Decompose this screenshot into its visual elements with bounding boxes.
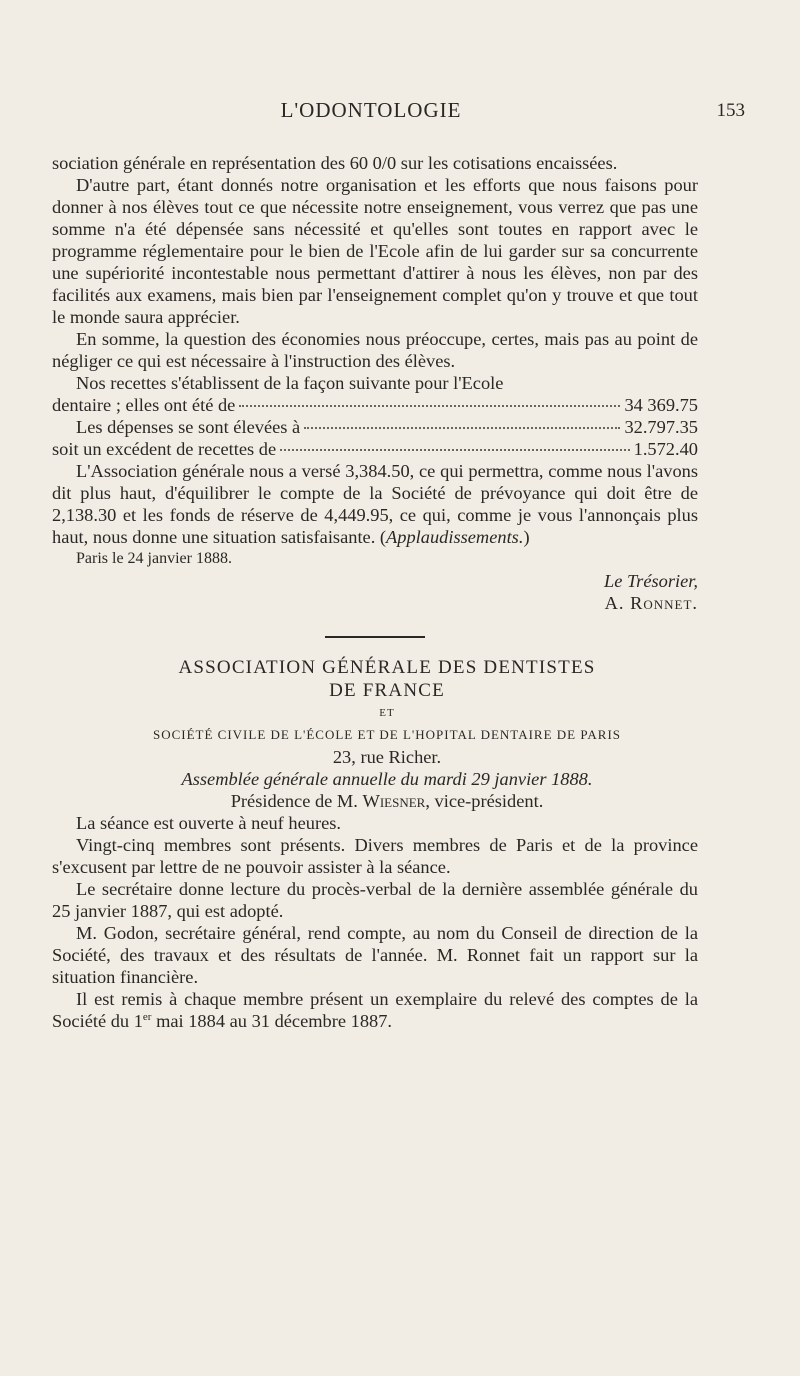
section-title-line1: ASSOCIATION GÉNÉRALE DES DENTISTES [178, 657, 596, 678]
paragraph-receipts-intro: Nos recettes s'établissent de la façon suivante pour l'Ecole [76, 373, 504, 393]
page-number: 153 [716, 100, 745, 121]
minutes-paragraph: Vingt-cinq membres sont présents. Divers membres de Paris et de la province s'excusent par lettre de ne pouvoir assister à la séance. [52, 835, 698, 877]
minutes-paragraph: Le secrétaire donne lecture du procès-verbal de la dernière assemblée générale du 25 janvier 1887, qui est adopté. [52, 879, 698, 921]
dot-leader [304, 427, 620, 429]
section-title-line2: DE FRANCE [329, 680, 445, 701]
section-conjunction: ET [379, 707, 395, 719]
report-date: Paris le 24 janvier 1888. [76, 550, 232, 567]
paragraph-organisation: D'autre part, étant donnés notre organisation et les efforts que nous faisons pour donner à nos élèves tout ce que nécessite notre enseignement, vous verrez que pas une somme n'a été dépensée sans nécessité et qu'elles sont toutes en rapport avec le programme réglementaire pour le bien de l'Ecole afin de lui garder sur sa concurrente une supériorité incontestable nous permettant d'attirer à nous les élèves, non par des facilités aux examens, mais bien par l'enseignement complet qu'on y trouve et que tout le monde saura apprécier. [52, 175, 698, 327]
applause-note: Applaudissements. [386, 527, 524, 547]
page-body [52, 152, 698, 1032]
running-header [52, 98, 745, 132]
presidence-prefix: Présidence de M. [230, 791, 363, 811]
signature-name: A. Ronnet. [604, 593, 698, 613]
paragraph-economies: En somme, la question des économies nous préoccupe, certes, mais pas au point de négliger ce qui est nécessaire à l'instruction des élèves. [52, 329, 698, 371]
presidence-suffix: , vice-président. [425, 791, 544, 811]
expenses-amount: 32.797.35 [624, 417, 698, 437]
payment-text: L'Association générale nous a versé 3,384.50, ce qui permettra, comme nous l'avons dit plus haut, d'équilibrer le compte de la Société de prévoyance qui doit être de 2,138.30 et les fonds de réserve de 4,449.95, ce qui, comme je vous l'annonçais plus haut, nous donne une situation satisfaisante. ( [52, 461, 698, 547]
paragraph-association-payment [52, 460, 698, 548]
expenses-line [52, 416, 698, 438]
society-address: 23, rue Richer. [332, 747, 442, 767]
ordinal-superscript: er [142, 1010, 152, 1023]
receipts-line [52, 394, 698, 416]
receipts-label: dentaire ; elles ont été de [52, 395, 236, 415]
surplus-line [52, 438, 698, 460]
surplus-amount: 1.572.40 [633, 439, 698, 459]
receipts-amount: 34 369.75 [624, 395, 698, 415]
surplus-label: soit un excédent de recettes de [52, 439, 277, 459]
last-para-start: Il est remis à chaque membre présent un exemplaire du relevé des comptes de la Société du 1 [52, 989, 698, 1031]
societe-title: SOCIÉTÉ CIVILE DE L'ÉCOLE ET DE L'HOPITAL DENTAIRE DE PARIS [152, 727, 622, 742]
paragraph-continuation: sociation générale en représentation des 60 0/0 sur les cotisations encaissées. [52, 153, 618, 173]
last-para-end: mai 1884 au 31 décembre 1887. [151, 1011, 393, 1031]
dot-leader [239, 405, 620, 407]
minutes-paragraph: M. Godon, secrétaire général, rend compte, au nom du Conseil de direction de la Société, des travaux et des résultats de l'année. M. Ronnet fait un rapport sur la situation financière. [52, 923, 698, 987]
journal-title: L'ODONTOLOGIE [280, 98, 462, 122]
minutes-paragraph-last [52, 988, 698, 1032]
minutes-paragraph: La séance est ouverte à neuf heures. [76, 813, 341, 833]
payment-text-end: ) [523, 527, 530, 547]
section-divider [325, 636, 425, 638]
assembly-title: Assemblée générale annuelle du mardi 29 janvier 1888. [181, 769, 593, 789]
signature-role: Le Trésorier, [603, 571, 698, 591]
expenses-label: Les dépenses se sont élevées à [76, 417, 301, 437]
dot-leader [280, 449, 629, 451]
presidence-line [52, 790, 698, 812]
president-name: Wiesner [362, 791, 426, 811]
